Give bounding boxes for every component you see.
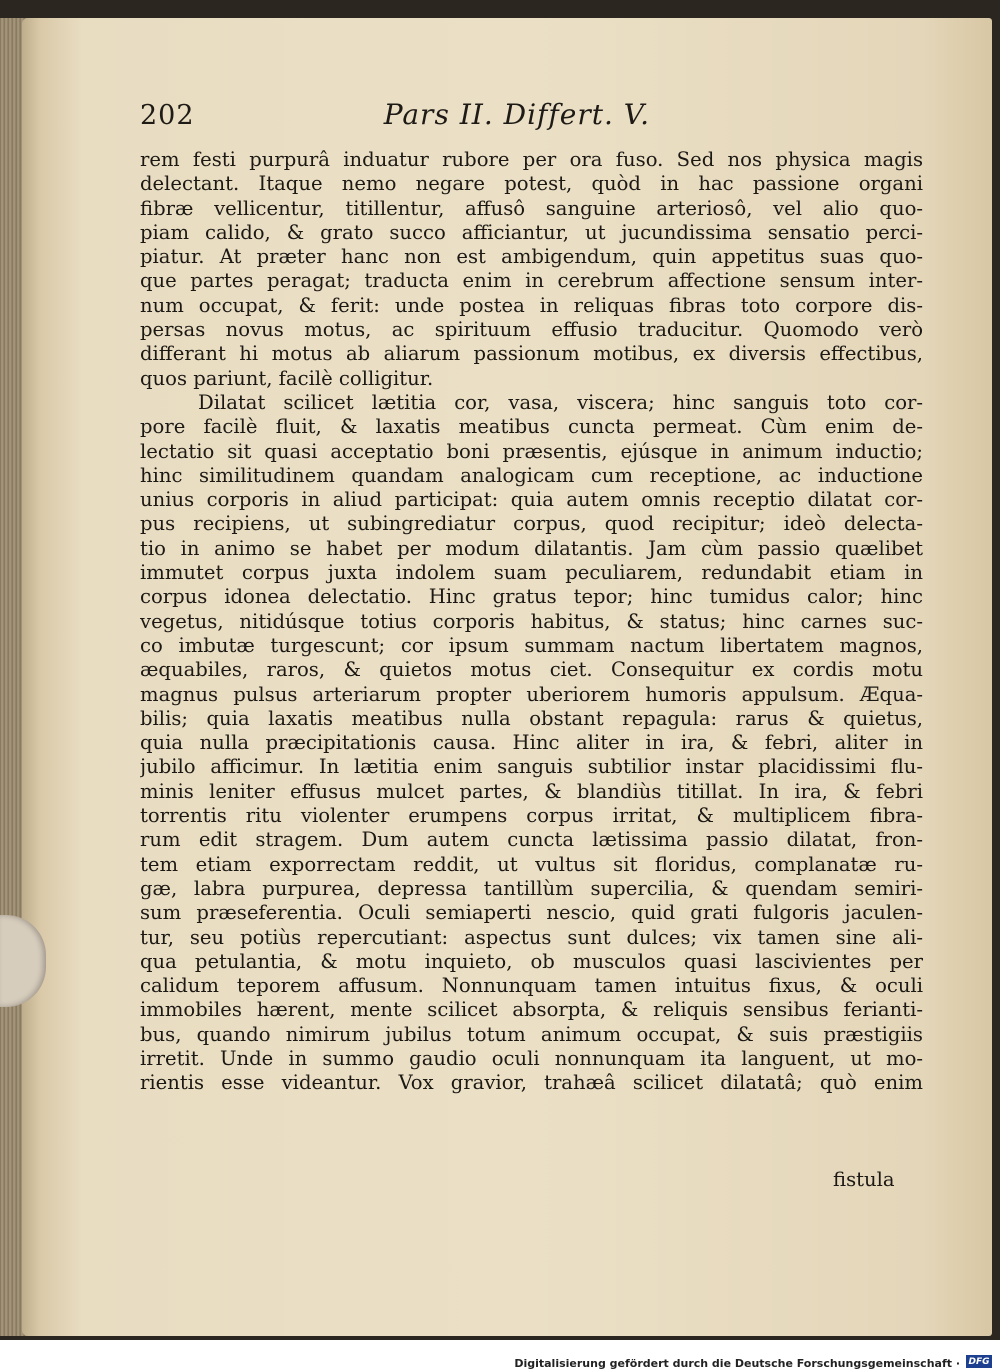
text-line: immutet corpus juxta indolem suam peculiarem, redundabit etiam in [140, 561, 923, 585]
text-line: rum edit stragem. Dum autem cuncta lætissima passio dilatat, fron- [140, 828, 923, 852]
text-line: corpus idonea delectatio. Hinc gratus tepor; hinc tumidus calor; hinc [140, 585, 923, 609]
text-line: irretit. Unde in summo gaudio oculi nonnunquam ita languent, ut mo- [140, 1046, 923, 1070]
text-line: delectant. Itaque nemo negare potest, quòd in hac passione organi [140, 172, 923, 196]
text-line: unius corporis in aliud participat: quia autem omnis receptio dilatat cor- [140, 488, 923, 512]
text-line: quia nulla præcipitationis causa. Hinc aliter in ira, & febri, aliter in [140, 731, 923, 755]
text-line: fibræ vellicentur, titillentur, affusô sanguine arteriosô, vel alio quo- [140, 196, 923, 220]
text-line: que partes peragat; traducta enim in cerebrum affectione sensum inter- [140, 269, 923, 293]
text-line: pore facilè fluit, & laxatis meatibus cuncta permeat. Cùm enim de- [140, 415, 923, 439]
text-line: tio in animo se habet per modum dilatantis. Jam cùm passio quælibet [140, 536, 923, 560]
text-line: calidum teporem affusum. Nonnunquam tamen intuitus fixus, & oculi [140, 974, 923, 998]
text-line: immobiles hærent, mente scilicet absorpta, & reliquis sensibus ferianti- [140, 998, 923, 1022]
page-header [140, 98, 650, 138]
text-line: tem etiam exporrectam reddit, ut vultus sit floridus, complanatæ ru- [140, 852, 923, 876]
page-number: 202 [140, 100, 195, 131]
text-line: torrentis ritu violenter erumpens corpus irritat, & multiplicem fibra- [140, 804, 923, 828]
digitization-credit: Digitalisierung gefördert durch die Deutsche Forschungsgemeinschaft · [514, 1357, 960, 1370]
text-line: differant hi motus ab aliarum passionum motibus, ex diversis effectibus, [140, 342, 923, 366]
text-line: lectatio sit quasi acceptatio boni præsentis, ejúsque in animum inductio; [140, 439, 923, 463]
text-line: rem festi purpurâ induatur rubore per ora fuso. Sed nos physica magis [140, 148, 923, 171]
body-text [140, 148, 923, 1096]
text-line: magnus pulsus arteriarum propter uberiorem humoris appulsum. Æqua- [140, 682, 923, 706]
dfg-logo: DFG [966, 1355, 992, 1368]
text-line: Dilatat scilicet lætitia cor, vasa, viscera; hinc sanguis toto cor- [198, 390, 923, 414]
text-line: rientis esse videantur. Vox gravior, trahæâ scilicet dilatatâ; quò enim [140, 1071, 923, 1095]
text-line: bus, quando nimirum jubilus totum animum occupat, & suis præstigiis [140, 1022, 923, 1046]
text-line: pus recipiens, ut subingrediatur corpus, quod recipitur; ideò delecta- [140, 512, 923, 536]
running-head: Pars II. Differt. V. [383, 98, 650, 131]
text-line: persas novus motus, ac spirituum effusio traducitur. Quomodo verò [140, 318, 923, 342]
catchword: fistula [833, 1168, 895, 1191]
text-line: num occupat, & ferit: unde postea in reliquas fibras toto corpore dis- [140, 293, 923, 317]
text-line: hinc similitudinem quandam analogicam cum receptione, ac inductione [140, 463, 923, 487]
text-line: piam calido, & grato succo afficiantur, ut jucundissima sensatio perci- [140, 220, 923, 244]
text-line: vegetus, nitidúsque totius corporis habitus, & status; hinc carnes suc- [140, 609, 923, 633]
text-line: tur, seu potiùs repercutiant: aspectus sunt dulces; vix tamen sine ali- [140, 925, 923, 949]
text-line: sum præseferentia. Oculi semiaperti nescio, quid grati fulgoris jaculen- [140, 901, 923, 925]
text-line: qua petulantia, & motu inquieto, ob musculos quasi lascivientes per [140, 949, 923, 973]
text-line: jubilo afficimur. In lætitia enim sanguis subtilior instar placidissimi flu- [140, 755, 923, 779]
text-line: bilis; quia laxatis meatibus nulla obstant repagula: rarus & quietus, [140, 706, 923, 730]
text-line: minis leniter effusus mulcet partes, & blandiùs titillat. In ira, & febri [140, 779, 923, 803]
text-line: gæ, labra purpurea, depressa tantillùm supercilia, & quendam semiri- [140, 876, 923, 900]
text-line: æquabiles, raros, & quietos motus ciet. Consequitur ex cordis motu [140, 658, 923, 682]
text-line: piatur. At præter hanc non est ambigendum, quin appetitus suas quo- [140, 245, 923, 269]
text-line: co imbutæ turgescunt; cor ipsum summam nactum libertatem magnos, [140, 633, 923, 657]
text-line: quos pariunt, facilè colligitur. [140, 366, 434, 390]
